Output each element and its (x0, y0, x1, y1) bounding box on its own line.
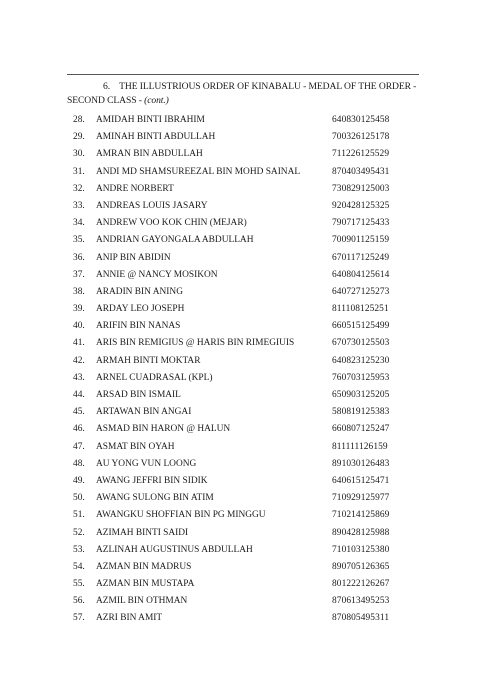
id-number: 890428125988 (332, 527, 390, 538)
id-number: 700326125178 (332, 132, 390, 143)
list-item (67, 387, 427, 404)
id-number: 890705126365 (332, 561, 390, 572)
id-number: 801222126267 (332, 579, 390, 590)
row-number: 45. (73, 407, 85, 418)
row-number: 35. (73, 235, 85, 246)
recipient-name: ARMAH BINTI MOKTAR (96, 355, 201, 366)
id-number: 920428125325 (332, 200, 390, 211)
row-number: 33. (73, 200, 85, 211)
row-number: 48. (73, 458, 85, 469)
id-number: 710214125869 (332, 510, 390, 521)
recipient-name: AZMAN BIN MADRUS (96, 561, 192, 572)
list-item (67, 404, 427, 421)
recipient-name: ANIP BIN ABIDIN (96, 252, 171, 263)
list-item (67, 284, 427, 301)
list-item (67, 301, 427, 318)
heading-line-1 (67, 80, 422, 94)
row-number: 43. (73, 372, 85, 383)
recipient-name: AZLINAH AUGUSTINUS ABDULLAH (96, 544, 253, 555)
recipient-name: ARIFIN BIN NANAS (96, 321, 181, 332)
list-item (67, 353, 427, 370)
row-number: 29. (73, 132, 85, 143)
id-number: 660515125499 (332, 321, 390, 332)
id-number: 811108125251 (332, 304, 389, 315)
row-number: 44. (73, 390, 85, 400)
id-number: 870403495431 (332, 166, 390, 177)
recipient-name: ARNEL CUADRASAL (KPL) (96, 372, 213, 383)
list-item (67, 507, 427, 524)
section-heading (67, 80, 422, 108)
row-number: 50. (73, 493, 85, 504)
recipient-list (67, 112, 427, 628)
list-item (67, 267, 427, 284)
recipient-name: ARIS BIN REMIGIUS @ HARIS BIN RIMEGIUIS (96, 338, 295, 349)
row-number: 38. (73, 286, 85, 297)
id-number: 650903125205 (332, 390, 390, 400)
list-item (67, 181, 427, 198)
row-number: 41. (73, 338, 85, 349)
row-number: 52. (73, 527, 85, 538)
recipient-name: AU YONG VUN LOONG (96, 458, 197, 469)
recipient-name: ANDRIAN GAYONGALA ABDULLAH (96, 235, 254, 246)
header-rule (67, 74, 419, 75)
list-item (67, 232, 427, 249)
row-number: 39. (73, 304, 85, 315)
row-number: 34. (73, 218, 85, 229)
id-number: 730829125003 (332, 183, 390, 194)
recipient-name: ANDREAS LOUIS JASARY (96, 200, 208, 211)
row-number: 53. (73, 544, 85, 555)
recipient-name: ANDI MD SHAMSUREEZAL BIN MOHD SAINAL (96, 166, 301, 177)
recipient-name: ARADIN BIN ANING (96, 286, 183, 297)
list-item (67, 576, 427, 593)
list-item (67, 112, 427, 129)
row-number: 40. (73, 321, 85, 332)
recipient-name: ARSAD BIN ISMAIL (96, 390, 181, 400)
list-item (67, 146, 427, 163)
list-item (67, 542, 427, 559)
recipient-name: AWANG JEFFRI BIN SIDIK (96, 475, 208, 486)
id-number: 870805495311 (332, 613, 390, 624)
recipient-name: AZMAN BIN MUSTAPA (96, 579, 195, 590)
row-number: 30. (73, 149, 85, 160)
row-number: 42. (73, 355, 85, 366)
list-item (67, 473, 427, 490)
id-number: 760703125953 (332, 372, 390, 383)
recipient-name: AWANG SULONG BIN ATIM (96, 493, 214, 504)
id-number: 891030126483 (332, 458, 390, 469)
id-number: 660807125247 (332, 424, 390, 435)
recipient-name: AMINAH BINTI ABDULLAH (96, 132, 216, 143)
row-number: 46. (73, 424, 85, 435)
row-number: 51. (73, 510, 85, 521)
list-item (67, 370, 427, 387)
id-number: 640727125273 (332, 286, 390, 297)
list-item (67, 250, 427, 267)
recipient-name: AZMIL BIN OTHMAN (96, 596, 188, 607)
list-item (67, 129, 427, 146)
row-number: 31. (73, 166, 85, 177)
row-number: 56. (73, 596, 85, 607)
id-number: 790717125433 (332, 218, 390, 229)
list-item (67, 215, 427, 232)
list-item (67, 559, 427, 576)
recipient-name: AZIMAH BINTI SAIDI (96, 527, 189, 538)
row-number: 47. (73, 441, 85, 452)
row-number: 32. (73, 183, 85, 194)
id-number: 710103125380 (332, 544, 390, 555)
row-number: 36. (73, 252, 85, 263)
list-item (67, 593, 427, 610)
id-number: 580819125383 (332, 407, 390, 418)
id-number: 640615125471 (332, 475, 390, 486)
id-number: 640804125614 (332, 269, 390, 280)
heading-line-2 (67, 94, 422, 108)
row-number: 54. (73, 561, 85, 572)
list-item (67, 421, 427, 438)
list-item (67, 456, 427, 473)
recipient-name: ANDRE NORBERT (96, 183, 174, 194)
recipient-name: AMRAN BIN ABDULLAH (96, 149, 203, 160)
list-item (67, 164, 427, 181)
list-item (67, 318, 427, 335)
row-number: 28. (73, 115, 85, 125)
section-title: THE ILLUSTRIOUS ORDER OF KINABALU - MEDAL OF THE ORDER - (119, 81, 417, 92)
recipient-name: AMIDAH BINTI IBRAHIM (96, 115, 205, 125)
id-number: 710929125977 (332, 493, 390, 504)
recipient-name: AWANGKU SHOFFIAN BIN PG MINGGU (96, 510, 266, 521)
row-number: 55. (73, 579, 85, 590)
id-number: 711226125529 (332, 149, 390, 160)
section-subtitle: SECOND CLASS - (67, 95, 142, 106)
id-number: 700901125159 (332, 235, 390, 246)
row-number: 57. (73, 613, 85, 624)
id-number: 640823125230 (332, 355, 390, 366)
list-item (67, 439, 427, 456)
id-number: 640830125458 (332, 115, 390, 125)
section-number: 6. (103, 81, 110, 92)
recipient-name: ARTAWAN BIN ANGAI (96, 407, 192, 418)
recipient-name: ANNIE @ NANCY MOSIKON (96, 269, 218, 280)
id-number: 670117125249 (332, 252, 390, 263)
id-number: 670730125503 (332, 338, 390, 349)
recipient-name: ANDREW VOO KOK CHIN (MEJAR) (96, 218, 247, 229)
id-number: 811111126159 (332, 441, 388, 452)
recipient-name: ASMAT BIN OYAH (96, 441, 175, 452)
id-number: 870613495253 (332, 596, 390, 607)
recipient-name: AZRI BIN AMIT (96, 613, 163, 624)
list-item (67, 525, 427, 542)
list-item (67, 335, 427, 352)
list-item (67, 610, 427, 627)
continued-label: (cont.) (144, 95, 169, 106)
list-item (67, 490, 427, 507)
row-number: 37. (73, 269, 85, 280)
row-number: 49. (73, 475, 85, 486)
list-item (67, 198, 427, 215)
recipient-name: ARDAY LEO JOSEPH (96, 304, 185, 315)
recipient-name: ASMAD BIN HARON @ HALUN (96, 424, 231, 435)
